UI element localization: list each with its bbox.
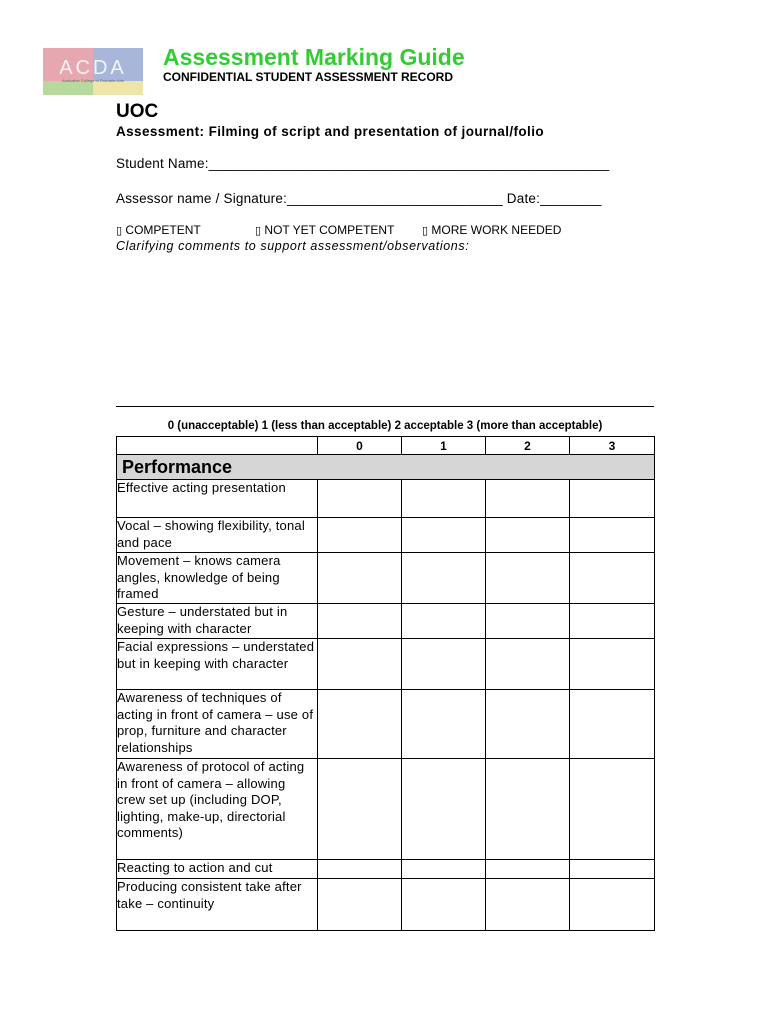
- score-cell-0[interactable]: [318, 879, 402, 931]
- checkbox-icon[interactable]: ▯: [116, 225, 123, 237]
- marking-table: [116, 436, 655, 931]
- score-cell-2[interactable]: [486, 759, 570, 860]
- assessment-title: Assessment: Filming of script and presentation of journal/folio: [116, 124, 544, 139]
- status-more-work-needed[interactable]: [422, 223, 561, 237]
- column-header-1: 1: [402, 437, 486, 455]
- table-row: [117, 690, 655, 759]
- score-cell-2[interactable]: [486, 690, 570, 759]
- score-cell-0[interactable]: [318, 553, 402, 604]
- logo-letters: ACDA: [59, 57, 127, 79]
- score-cell-0[interactable]: [318, 639, 402, 690]
- score-cell-3[interactable]: [570, 518, 655, 553]
- checkbox-icon[interactable]: ▯: [255, 225, 262, 237]
- score-cell-2[interactable]: [486, 553, 570, 604]
- score-cell-1[interactable]: [402, 690, 486, 759]
- score-cell-3[interactable]: [570, 639, 655, 690]
- score-cell-1[interactable]: [402, 639, 486, 690]
- score-cell-1[interactable]: [402, 879, 486, 931]
- logo-green-block: [43, 81, 93, 95]
- table-row: [117, 639, 655, 690]
- score-cell-3[interactable]: [570, 690, 655, 759]
- column-header: [117, 437, 318, 455]
- criterion-label: Effective acting presentation: [117, 480, 318, 518]
- score-cell-2[interactable]: [486, 604, 570, 639]
- status-not-yet-competent[interactable]: [255, 223, 394, 237]
- status-label: NOT YET COMPETENT: [264, 223, 395, 237]
- score-cell-1[interactable]: [402, 553, 486, 604]
- score-cell-1[interactable]: [402, 480, 486, 518]
- score-cell-0[interactable]: [318, 860, 402, 879]
- page-subtitle: CONFIDENTIAL STUDENT ASSESSMENT RECORD: [163, 70, 454, 84]
- status-competent[interactable]: [116, 223, 201, 237]
- score-cell-2[interactable]: [486, 860, 570, 879]
- score-cell-1[interactable]: [402, 518, 486, 553]
- column-header-3: 3: [570, 437, 655, 455]
- column-header-2: 2: [486, 437, 570, 455]
- score-cell-0[interactable]: [318, 518, 402, 553]
- score-cell-0[interactable]: [318, 480, 402, 518]
- score-cell-1[interactable]: [402, 604, 486, 639]
- score-cell-1[interactable]: [402, 759, 486, 860]
- status-label: MORE WORK NEEDED: [431, 223, 562, 237]
- score-cell-3[interactable]: [570, 553, 655, 604]
- logo-yellow-block: [93, 81, 143, 95]
- table-row: [117, 860, 655, 879]
- score-cell-1[interactable]: [402, 860, 486, 879]
- rating-scale-legend: 0 (unacceptable) 1 (less than acceptable) 2 acceptable 3 (more than acceptable): [167, 420, 603, 432]
- table-header-row: [117, 437, 655, 455]
- section-heading: Performance: [117, 455, 655, 480]
- criterion-label: Gesture – understated but in keeping with character: [117, 604, 318, 639]
- criterion-label: Awareness of protocol of acting in front of camera – allowing crew set up (including DOP, lighting, make-up, directorial comments): [117, 759, 318, 860]
- assessor-signature-field[interactable]: Assessor name / Signature:____________________________ Date:________: [116, 191, 602, 206]
- table-row: [117, 759, 655, 860]
- status-label: COMPETENT: [125, 223, 201, 237]
- score-cell-2[interactable]: [486, 879, 570, 931]
- score-cell-0[interactable]: [318, 604, 402, 639]
- score-cell-3[interactable]: [570, 604, 655, 639]
- score-cell-2[interactable]: [486, 639, 570, 690]
- unit-code: UOC: [116, 101, 159, 122]
- page-title: Assessment Marking Guide: [163, 44, 465, 70]
- table-row: [117, 518, 655, 553]
- score-cell-2[interactable]: [486, 480, 570, 518]
- acda-logo: [43, 48, 147, 96]
- criterion-label: Awareness of techniques of acting in front of camera – use of prop, furniture and character relationships: [117, 690, 318, 759]
- criterion-label: Facial expressions – understated but in keeping with character: [117, 639, 318, 690]
- table-row: [117, 879, 655, 931]
- score-cell-3[interactable]: [570, 480, 655, 518]
- section-row: [117, 455, 655, 480]
- table-row: [117, 604, 655, 639]
- criterion-label: Reacting to action and cut: [117, 860, 318, 879]
- score-cell-3[interactable]: [570, 759, 655, 860]
- column-header-0: 0: [318, 437, 402, 455]
- logo-tagline: Australian College of Dramatic Arts: [61, 78, 125, 83]
- criterion-label: Vocal – showing flexibility, tonal and pace: [117, 518, 318, 553]
- table-row: [117, 480, 655, 518]
- score-cell-0[interactable]: [318, 759, 402, 860]
- score-cell-0[interactable]: [318, 690, 402, 759]
- score-cell-3[interactable]: [570, 879, 655, 931]
- table-row: [117, 553, 655, 604]
- criterion-label: Producing consistent take after take – continuity: [117, 879, 318, 931]
- score-cell-2[interactable]: [486, 518, 570, 553]
- checkbox-icon[interactable]: ▯: [422, 225, 429, 237]
- criterion-label: Movement – knows camera angles, knowledge of being framed: [117, 553, 318, 604]
- comments-label: Clarifying comments to support assessment/observations:: [116, 239, 470, 253]
- student-name-field[interactable]: Student Name:____________________________________________________: [116, 156, 610, 171]
- comments-divider: [116, 406, 654, 407]
- score-cell-3[interactable]: [570, 860, 655, 879]
